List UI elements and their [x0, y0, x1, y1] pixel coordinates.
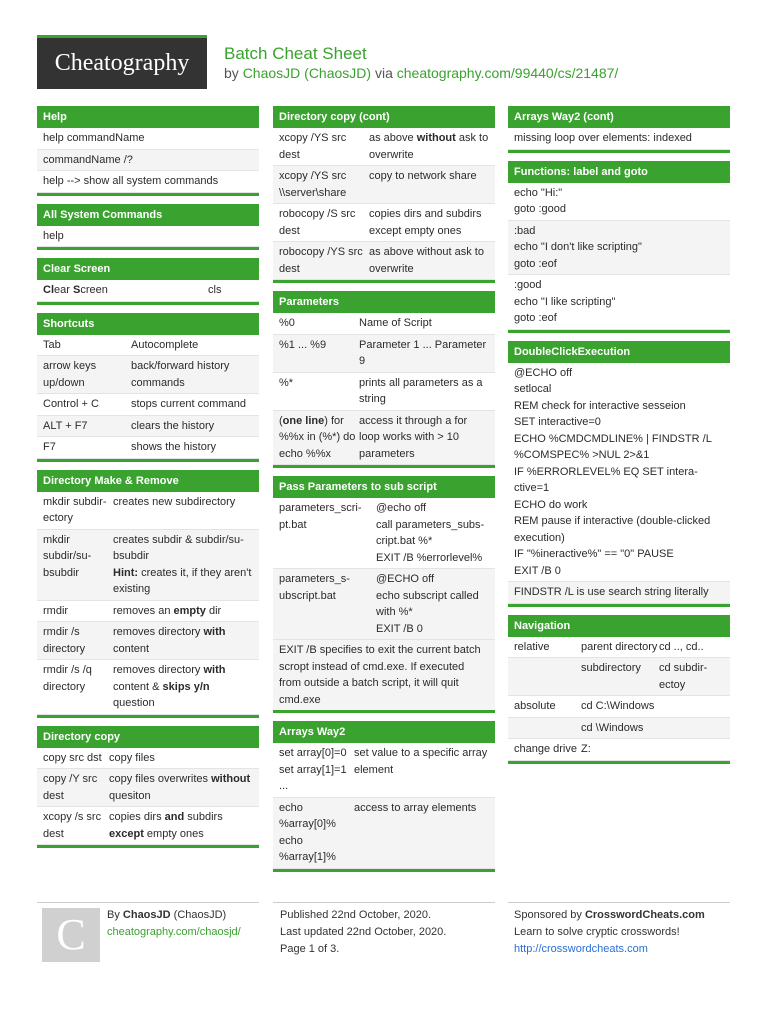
section-pass-parameters [273, 476, 495, 713]
section-title: Shortcuts [37, 313, 259, 335]
updated-date: Last updated 22nd October, 2020. [280, 926, 447, 938]
row-key: copy /Y src dest [43, 773, 98, 802]
table-row [273, 498, 495, 569]
bold-text: and [164, 811, 185, 823]
row-key: parameters_scri-pt.bat [279, 502, 362, 531]
sheet-url-link[interactable]: cheatography.com/99440/cs/21487/ [396, 65, 619, 81]
table-row [273, 242, 495, 280]
text: ) for %%x in (%*) do echo %%x [279, 414, 356, 460]
table-row [37, 530, 259, 601]
row-value: access to array elements [354, 801, 477, 814]
text: copies dirs [109, 811, 165, 823]
table-row [508, 718, 730, 740]
row-value: copy to network share [369, 170, 477, 182]
author-avatar [42, 908, 100, 962]
row-value: stops current command [131, 398, 246, 410]
row-value: Autocomplete [131, 338, 199, 351]
row-key: robocopy /S src dest [279, 208, 356, 237]
text: creates it, if they aren't existing [113, 566, 252, 595]
table-row [273, 743, 495, 798]
bold-text: Cl [43, 284, 54, 296]
row-value: Name of Script [359, 317, 432, 329]
section-title: Pass Parameters to sub script [273, 476, 495, 498]
section-clear-screen [37, 258, 259, 305]
table-row [37, 280, 259, 302]
row-value: cd C:\Windows [581, 700, 655, 712]
author-profile-link[interactable]: cheatography.com/chaosjd/ [107, 926, 241, 938]
table-row [508, 739, 730, 761]
row-example: cd .., cd.. [659, 640, 704, 653]
row-key: ALT + F7 [43, 419, 88, 432]
list-item [508, 183, 730, 221]
row-key: rmdir /s /q directory [43, 664, 92, 693]
row-key: arrow keys up/down [43, 360, 97, 389]
column-1 [37, 106, 259, 856]
list-item [508, 221, 730, 276]
list-item [37, 150, 259, 172]
row-value [109, 771, 253, 804]
row-key: xcopy /YS src dest [279, 132, 347, 161]
row-value: clears the history [131, 419, 215, 432]
page-title: Batch Cheat Sheet [224, 44, 367, 63]
section-title: Clear Screen [37, 258, 259, 280]
text: ear [54, 284, 73, 296]
section-title: DoubleClickExecution [508, 341, 730, 363]
text: removes directory [113, 664, 204, 676]
footer-sponsor [514, 907, 729, 958]
list-item [508, 128, 730, 150]
table-row [508, 658, 730, 696]
list-item [508, 275, 730, 330]
text: ( [279, 414, 283, 427]
text: By [107, 909, 123, 921]
row-example [659, 741, 724, 758]
sponsor-name[interactable]: CrosswordCheats.com [584, 909, 705, 921]
column-3 [508, 106, 730, 772]
text: removes an [113, 604, 174, 617]
by-label: by [224, 65, 239, 81]
table-row [273, 411, 495, 466]
row-key [43, 282, 208, 299]
row-key: copy src dst [43, 751, 102, 764]
author-link[interactable]: ChaosJD (ChaosJD) [242, 65, 372, 81]
row-key: relative [514, 640, 550, 653]
table-row [273, 798, 495, 869]
row-key: %1 ... %9 [279, 338, 327, 351]
section-functions [508, 161, 730, 333]
row-value: cls [208, 284, 222, 296]
section-title: Arrays Way2 (cont) [508, 106, 730, 128]
row-key: absolute [514, 700, 556, 712]
table-row [37, 622, 259, 660]
row-value: shows the history [131, 441, 216, 453]
table-row [508, 637, 730, 659]
section-title: Arrays Way2 [273, 721, 495, 743]
section-note: EXIT /B specifies to exit the current batch scropt instead of cmd.exe. If executed from outside a batch script, it will quit cmd.exe [273, 640, 495, 710]
row-value: prints all parameters as a string [359, 376, 483, 405]
bold-text: one line [282, 414, 325, 427]
row-key: %0 [279, 317, 295, 329]
section-title: All System Commands [37, 204, 259, 226]
footer-publish-info [280, 907, 490, 958]
row-key [279, 413, 359, 463]
section-shortcuts [37, 313, 259, 462]
row-example [701, 720, 724, 737]
table-row [273, 569, 495, 640]
table-row [273, 313, 495, 335]
section-directory-copy-cont [273, 106, 495, 283]
page-number: Page 1 of 3. [280, 943, 340, 955]
row-value [369, 130, 489, 163]
row-key: mkdir subdir/su-bsubdir [43, 533, 92, 579]
footer-divider-3 [508, 902, 730, 903]
section-directory-copy [37, 726, 259, 849]
row-key: rmdir [43, 604, 69, 617]
section-title: Directory Make & Remove [37, 470, 259, 492]
section-title: Directory copy [37, 726, 259, 748]
row-text: missing loop over elements: indexed [514, 132, 692, 144]
bold-text: Hint: [113, 566, 139, 579]
row-text: help [43, 229, 64, 242]
table-row [37, 748, 259, 770]
text: dir [205, 604, 222, 617]
text: empty ones [143, 827, 204, 840]
row-key: xcopy /YS src \\server\share [279, 170, 347, 199]
section-arrays-way2-cont [508, 106, 730, 153]
bold-text: skips y/n [162, 680, 210, 693]
published-date: Published 22nd October, 2020. [280, 909, 432, 921]
row-text: help --> show all system commands [43, 175, 219, 187]
row-text: help commandName [43, 132, 145, 144]
row-value: copies dirs and subdirs except empty ones [369, 208, 482, 237]
row-example [659, 698, 724, 715]
text: content [113, 642, 150, 655]
row-key: echo %array[0]% echo %array[1]% [279, 801, 336, 863]
table-row [37, 437, 259, 459]
section-all-system-commands [37, 204, 259, 251]
text: removes directory [113, 626, 204, 638]
table-row [508, 696, 730, 718]
table-row [37, 356, 259, 394]
row-key: change drive [514, 743, 577, 755]
section-directory-make-remove [37, 470, 259, 718]
section-title: Navigation [508, 615, 730, 637]
row-value: set value to a specific array element [354, 747, 488, 776]
row-text: commandName /? [43, 153, 133, 166]
footer-divider-1 [37, 902, 259, 903]
row-value [113, 532, 253, 598]
row-value [113, 603, 253, 620]
logo-text: Cheatography [54, 50, 190, 76]
row-key: F7 [43, 441, 56, 453]
row-value [113, 662, 253, 712]
table-row [37, 394, 259, 416]
row-value: @ECHO off echo subscript called with %* EXIT /B 0 [376, 573, 479, 635]
row-key: %* [279, 376, 294, 389]
section-double-click-execution [508, 341, 730, 607]
author-name: ChaosJD [122, 909, 171, 921]
table-row [37, 769, 259, 807]
text: subdirs [184, 811, 223, 823]
text: creen [80, 284, 108, 296]
byline [224, 65, 618, 81]
list-item [508, 582, 730, 604]
row-value [113, 624, 253, 657]
section-help [37, 106, 259, 196]
text: creates subdir & subdir/su-bsubdir [113, 533, 244, 562]
row-key: Control + C [43, 398, 99, 410]
section-title: Parameters [273, 291, 495, 313]
row-value: copy files [109, 751, 155, 764]
table-row [273, 373, 495, 411]
table-row [37, 660, 259, 715]
table-row [37, 807, 259, 845]
row-key: xcopy /s src dest [43, 811, 102, 840]
column-2 [273, 106, 495, 880]
row-value: back/forward history commands [131, 360, 230, 389]
row-value [109, 809, 253, 842]
text: question [113, 697, 155, 709]
row-text: echo "Hi:" goto :good [514, 186, 566, 215]
table-row [273, 204, 495, 242]
section-arrays-way2 [273, 721, 495, 872]
row-value: subdirectory [581, 662, 641, 674]
row-example: cd subdir-ectoy [659, 662, 708, 691]
row-key [514, 720, 581, 737]
row-key: mkdir subdir-ectory [43, 495, 107, 524]
table-row [37, 492, 259, 530]
text: as above [369, 132, 417, 144]
row-value: cd \Windows [581, 721, 644, 734]
table-row [37, 601, 259, 623]
bold-text: S [72, 284, 81, 296]
text: copy files overwrites [109, 773, 212, 785]
sponsor-tagline: Learn to solve cryptic crosswords! [514, 926, 680, 938]
sponsor-link[interactable]: http://crosswordcheats.com [514, 943, 648, 955]
row-key: parameters_s-ubscript.bat [279, 573, 350, 602]
table-row [37, 416, 259, 438]
row-value: parent directory [581, 640, 658, 653]
row-value: Parameter 1 ... Parameter 9 [359, 338, 487, 367]
row-value: Z: [581, 743, 591, 755]
section-title: Directory copy (cont) [273, 106, 495, 128]
via-label: via [374, 65, 393, 81]
list-item [37, 226, 259, 248]
row-value: as above without ask to overwrite [369, 246, 484, 275]
list-item [508, 363, 730, 583]
row-text: FINDSTR /L is use search string literally [514, 586, 709, 598]
cheatography-logo[interactable] [37, 35, 207, 89]
text: content & [113, 680, 163, 693]
table-row [273, 128, 495, 166]
row-key: rmdir /s directory [43, 626, 86, 655]
section-parameters [273, 291, 495, 468]
bold-text: empty [173, 604, 206, 617]
table-row [273, 335, 495, 373]
row-text: :bad echo "I don't like scripting" goto :eof [514, 224, 642, 270]
row-text: @ECHO off setlocal REM check for interactive sesseion SET interactive=0 ECHO %CMDCMDLINE% | FINDSTR /L %COMSPEC% >NUL 2>&1 IF %ERRORLEVEL% EQ SET intera-ctive=1 ECHO do work REM pause if interactive (double-clicked execution) IF "%ineractive%" == "0" PAUSE EXIT /B 0 [514, 366, 712, 577]
footer-divider-2 [273, 902, 495, 903]
table-row [37, 335, 259, 357]
row-value: creates new subdirectory [113, 495, 236, 508]
row-value: @echo off call parameters_subs-cript.bat %* EXIT /B %errorlevel% [376, 502, 485, 564]
row-key [514, 660, 581, 693]
text: Sponsored by [514, 909, 585, 921]
section-title: Help [37, 106, 259, 128]
row-key: set array[0]=0 set array[1]=1 ... [279, 747, 347, 792]
section-navigation [508, 615, 730, 764]
row-key: Tab [43, 338, 61, 351]
footer-author [107, 907, 257, 941]
table-row [273, 166, 495, 204]
avatar-letter: C [56, 910, 86, 959]
bold-text: except [109, 827, 144, 840]
text: (ChaosJD) [170, 909, 227, 921]
text: ask to overwrite [369, 132, 489, 161]
row-key: robocopy /YS src dest [279, 246, 363, 275]
bold-text: without [211, 773, 251, 785]
row-value: access it through a for loop works with > 10 parameters [359, 414, 468, 460]
list-item [37, 171, 259, 193]
text: quesiton [109, 789, 151, 802]
bold-text: without [416, 132, 456, 144]
bold-text: with [203, 626, 226, 638]
list-item [37, 128, 259, 150]
row-text: :good echo "I like scripting" goto :eof [514, 279, 616, 324]
section-title: Functions: label and goto [508, 161, 730, 183]
bold-text: with [203, 664, 226, 676]
